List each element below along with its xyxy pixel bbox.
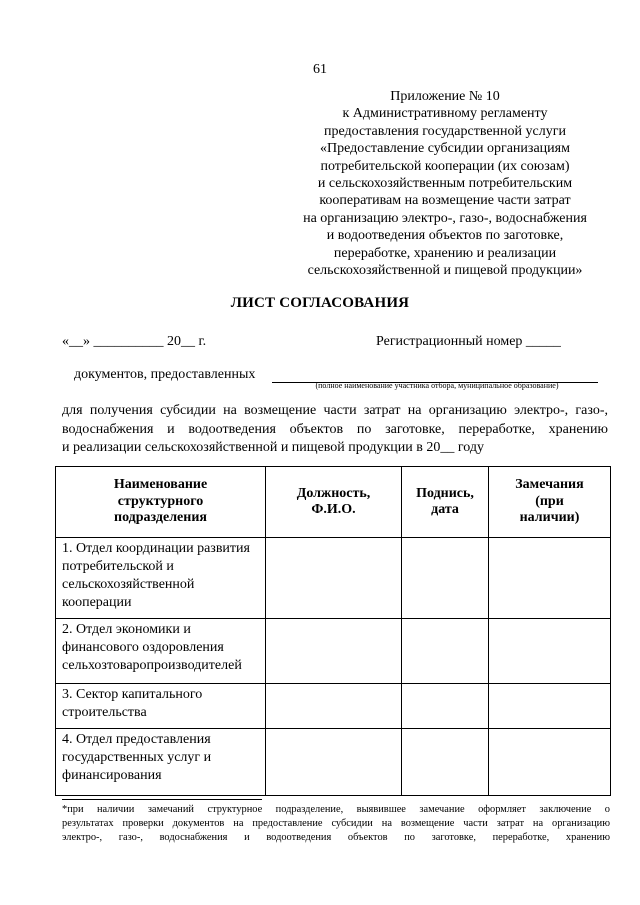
purpose-paragraph [62, 402, 608, 458]
document-title: ЛИСТ СОГЛАСОВАНИЯ [230, 295, 410, 311]
appendix-line: потребительской кооперации (их союзам) [320, 158, 570, 174]
position-name-cell[interactable] [266, 538, 402, 619]
position-name-cell[interactable] [266, 729, 402, 796]
signature-date-cell[interactable] [402, 684, 489, 729]
header-remarks: Замечания (при наличии) [489, 467, 611, 538]
table-row [56, 729, 611, 796]
appendix-line: кооперативам на возмещение части затрат [319, 193, 571, 209]
remarks-cell[interactable] [489, 684, 611, 729]
signature-date-cell[interactable] [402, 619, 489, 684]
header-department: Наименование структурного подразделения [56, 467, 266, 538]
footnote-line: результатах проверки документов на предоставление субсидии на возмещение части затрат на организацию [62, 818, 610, 830]
table-row [56, 619, 611, 684]
appendix-line: к Административному регламенту [342, 106, 548, 122]
appendix-line: сельскохозяйственной и пищевой продукции» [307, 263, 583, 279]
footnote-line: *при наличии замечаний структурное подразделение, выявившее замечание оформляет заключение о [62, 804, 610, 815]
header-position-name: Должность, Ф.И.О. [266, 467, 402, 538]
page-number: 61 [313, 62, 327, 77]
appendix-line: на организацию электро-, газо-, водоснабжения [303, 210, 587, 226]
purpose-line: и реализации сельскохозяйственной и пищевой продукции в 20__ году [62, 440, 485, 455]
department-cell: 1. Отдел координации развития потребительской и сельскохозяйственной кооперации [56, 538, 266, 619]
department-cell: 2. Отдел экономики и финансового оздоровления сельхозтоваропроизводителей [56, 619, 266, 684]
date-line: «__» __________ 20__ г. [62, 334, 207, 349]
table-header-row [56, 467, 611, 538]
position-name-cell[interactable] [266, 684, 402, 729]
appendix-line: Приложение № 10 [390, 89, 500, 104]
purpose-line: водоснабжения и водоотведения объектов по заготовке, переработке, хранению [62, 421, 608, 437]
department-cell: 3. Сектор капитального строительства [56, 684, 266, 729]
remarks-cell[interactable] [489, 729, 611, 796]
appendix-line: «Предоставление субсидии организациям [320, 141, 570, 157]
signature-date-cell[interactable] [402, 729, 489, 796]
table-row [56, 684, 611, 729]
documents-label: документов, предоставленных [74, 367, 256, 382]
header-signature-date: Поднись, дата [402, 467, 489, 538]
appendix-header [280, 88, 610, 279]
department-cell: 4. Отдел предоставления государственных услуг и финансирования [56, 729, 266, 796]
footnote [62, 803, 610, 846]
appendix-line: и водоотведения объектов по заготовке, [326, 228, 564, 244]
appendix-line: предоставления государственной услуги [324, 123, 566, 139]
appendix-line: переработке, хранению и реализации [333, 245, 557, 261]
remarks-cell[interactable] [489, 619, 611, 684]
purpose-line: для получения субсидии на возмещение части затрат на организацию электро-, газо-, [62, 403, 608, 418]
appendix-line: и сельскохозяйственным потребительским [317, 176, 573, 192]
footnote-separator [62, 799, 262, 800]
approval-table [55, 466, 611, 796]
applicant-name-hint: (полное наименование участника отбора, муниципальное образование) [315, 381, 559, 390]
position-name-cell[interactable] [266, 619, 402, 684]
registration-number: Регистрационный номер _____ [376, 334, 561, 349]
table-row [56, 538, 611, 619]
signature-date-cell[interactable] [402, 538, 489, 619]
footnote-line: электро-, газо-, водоснабжения и водоотведения объектов по заготовке, переработке, хранению [62, 832, 610, 844]
remarks-cell[interactable] [489, 538, 611, 619]
